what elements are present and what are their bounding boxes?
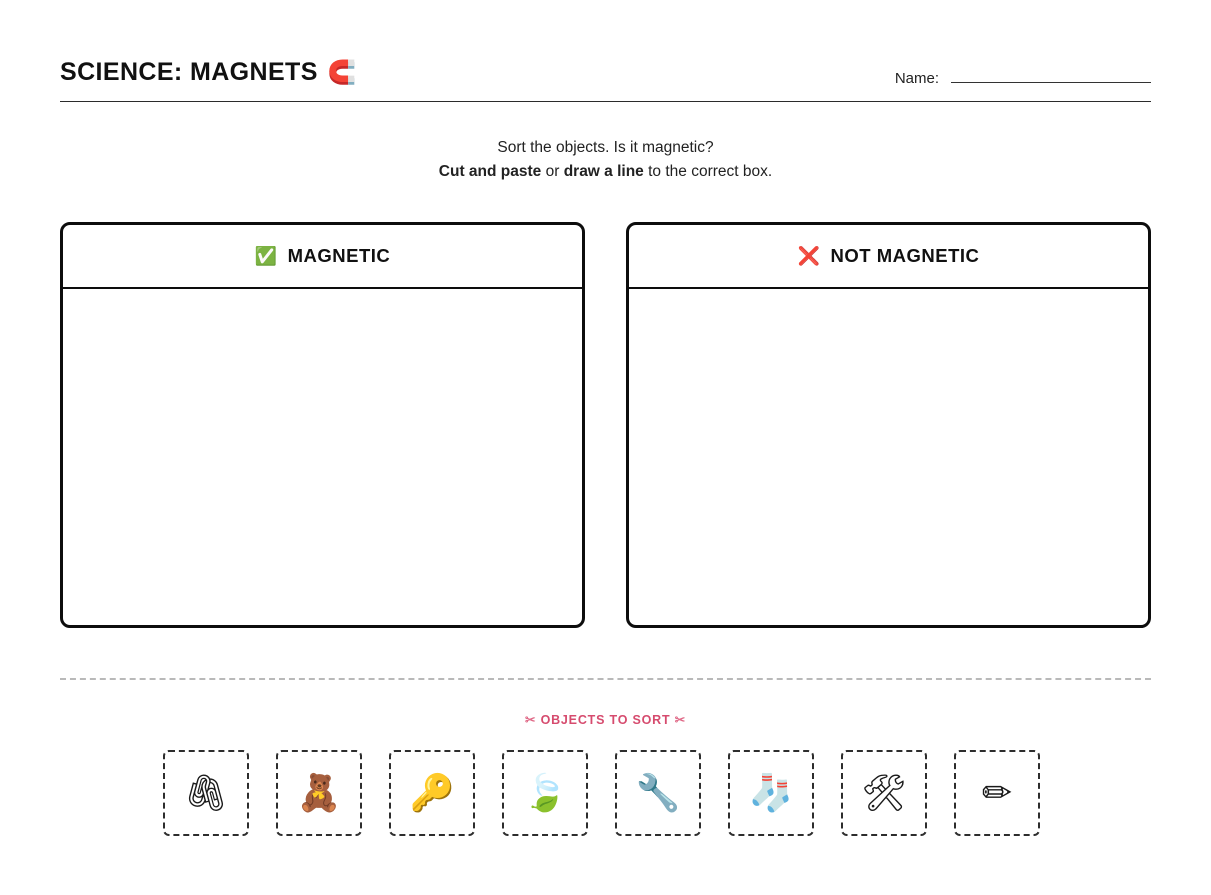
objects-to-sort-heading <box>0 712 1211 727</box>
instructions <box>0 136 1211 184</box>
sort-box-not-magnetic[interactable] <box>626 222 1151 628</box>
wrench-icon: 🔧 <box>635 772 681 813</box>
sorting-boxes <box>60 222 1151 628</box>
cut-line-divider <box>60 678 1151 680</box>
key-icon: 🔑 <box>409 772 455 813</box>
name-label: Name: <box>894 70 939 87</box>
sort-box-not-magnetic-header <box>629 225 1148 289</box>
hammer-and-wrench-icon: 🛠 <box>861 772 907 813</box>
cutout-card-key[interactable] <box>389 750 475 836</box>
name-input-line[interactable] <box>951 68 1151 83</box>
magnet-icon: 🧲 <box>327 58 357 85</box>
instructions-or: or <box>541 163 564 180</box>
scissors-icon-left: ✂ <box>525 713 537 727</box>
objects-to-sort-label: OBJECTS TO SORT <box>540 713 671 727</box>
check-mark-icon: ✅ <box>254 246 278 266</box>
instructions-tail: to the correct box. <box>643 163 773 180</box>
pencil-icon: ✏ <box>981 772 1013 813</box>
sort-box-magnetic-header <box>63 225 582 289</box>
instructions-bold-draw-line: draw a line <box>563 163 644 180</box>
sort-box-not-magnetic-dropzone[interactable] <box>629 289 1148 625</box>
cutout-card-wrench[interactable] <box>615 750 701 836</box>
cutout-card-leaf[interactable] <box>502 750 588 836</box>
instructions-line-1: Sort the objects. Is it magnetic? <box>497 139 714 156</box>
instructions-line-2 <box>0 160 1211 184</box>
worksheet-header <box>60 58 1151 102</box>
header-divider <box>60 101 1151 102</box>
cutout-objects-row <box>163 750 1047 836</box>
sort-box-magnetic-dropzone[interactable] <box>63 289 582 625</box>
teddy-bear-icon: 🧸 <box>296 772 342 813</box>
name-field-group <box>895 68 1151 87</box>
leaf-icon: 🍃 <box>522 772 568 813</box>
cutout-card-teddy-bear[interactable] <box>276 750 362 836</box>
sort-box-magnetic[interactable] <box>60 222 585 628</box>
cutout-card-paperclip[interactable] <box>163 750 249 836</box>
cutout-card-hammer-and-wrench[interactable] <box>841 750 927 836</box>
cutout-card-pencil[interactable] <box>954 750 1040 836</box>
paperclip-icon: 🖇 <box>183 772 229 813</box>
cross-mark-icon: ❌ <box>797 246 821 266</box>
sort-box-not-magnetic-label: NOT MAGNETIC <box>830 245 980 266</box>
socks-icon: 🧦 <box>748 772 794 813</box>
scissors-icon-right: ✂ <box>674 713 686 727</box>
page-title-text: SCIENCE: MAGNETS <box>60 58 318 86</box>
sort-box-magnetic-label: MAGNETIC <box>287 245 391 266</box>
instructions-bold-cut-paste: Cut and paste <box>438 163 542 180</box>
page-title <box>60 58 357 86</box>
cutout-card-socks[interactable] <box>728 750 814 836</box>
